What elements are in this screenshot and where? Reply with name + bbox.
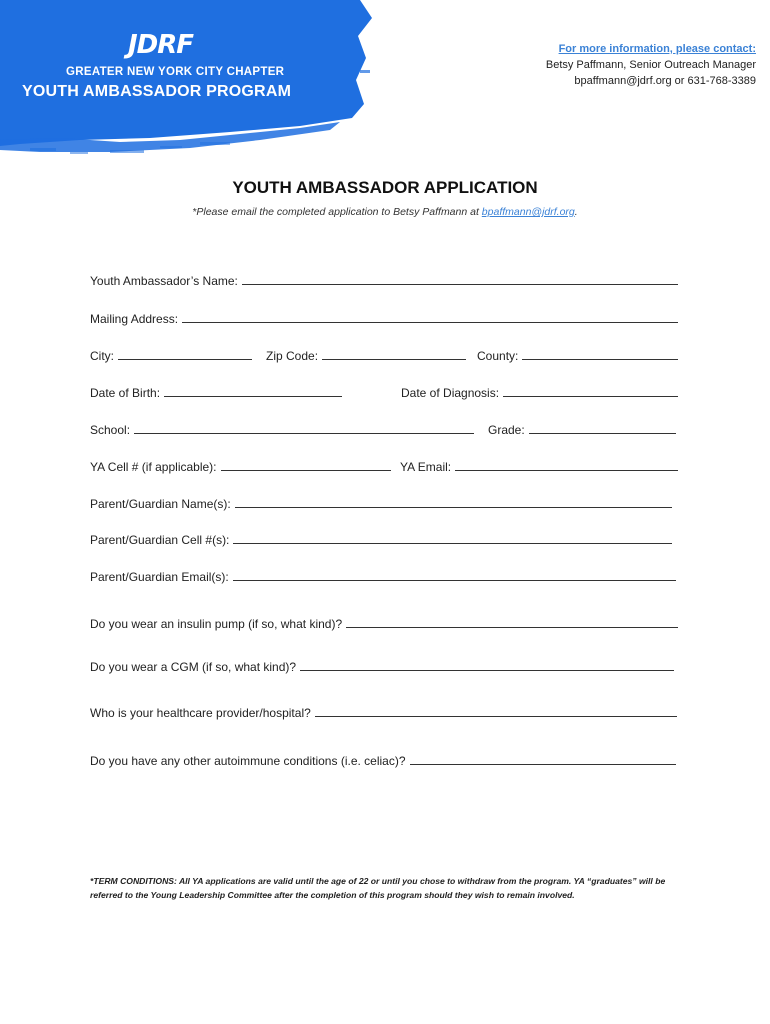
page-title: YOUTH AMBASSADOR APPLICATION <box>232 178 538 197</box>
healthcare-line[interactable] <box>315 704 677 717</box>
ya-cell-line[interactable] <box>221 458 391 471</box>
guardian-email-label: Parent/Guardian Email(s): <box>90 570 229 584</box>
contact-heading: For more information, please contact: <box>558 43 756 55</box>
guardian-cell-label: Parent/Guardian Cell #(s): <box>90 533 230 547</box>
row-guardian-email <box>90 566 678 584</box>
guardian-names-line[interactable] <box>235 495 672 508</box>
subtitle-suffix: . <box>574 206 578 218</box>
city-line[interactable] <box>118 347 252 360</box>
school-label: School: <box>90 423 131 437</box>
guardian-email-field[interactable] <box>90 566 676 584</box>
zip-line[interactable] <box>322 347 466 360</box>
county-label: County: <box>477 349 519 363</box>
diagnosis-date-field[interactable] <box>401 382 678 400</box>
ya-email-label: YA Email: <box>400 460 452 474</box>
program-name: YOUTH AMBASSADOR PROGRAM <box>22 83 292 100</box>
ya-cell-label: YA Cell # (if applicable): <box>90 460 217 474</box>
contact-name: Betsy Paffmann, Senior Outreach Manager <box>545 59 756 71</box>
ya-name-label: Youth Ambassador’s Name: <box>90 274 238 288</box>
row-ya-contact <box>90 456 678 474</box>
guardian-cell-line[interactable] <box>233 531 672 544</box>
guardian-names-field[interactable] <box>90 493 672 511</box>
subtitle-text: *Please email the completed application to Betsy Paffmann at <box>192 206 482 218</box>
contact-email-phone: bpaffmann@jdrf.org or 631-768-3389 <box>574 75 756 87</box>
term-conditions: *TERM CONDITIONS: All YA applications are valid until the age of 22 or until you chose to withdraw from the program. YA “graduates” will be referred to the Young Leadership Committee after the completion of this program should they wish to remain involved. <box>90 876 666 900</box>
row-mailing-address <box>90 308 678 326</box>
diagnosis-date-line[interactable] <box>503 384 678 397</box>
insulin-pump-field[interactable] <box>90 613 678 631</box>
page-subtitle <box>0 206 770 218</box>
row-dates <box>90 382 678 400</box>
mailing-address-line[interactable] <box>182 310 678 323</box>
ya-cell-field[interactable] <box>90 456 391 474</box>
subtitle-email-link[interactable]: bpaffmann@jdrf.org <box>481 206 575 218</box>
healthcare-field[interactable] <box>90 702 677 720</box>
autoimmune-field[interactable] <box>90 750 676 768</box>
row-cgm <box>90 656 678 674</box>
dob-label: Date of Birth: <box>90 386 161 400</box>
autoimmune-label: Do you have any other autoimmune conditions (i.e. celiac)? <box>90 754 406 768</box>
row-guardian-names <box>90 493 678 511</box>
diagnosis-date-label: Date of Diagnosis: <box>401 386 500 400</box>
row-ya-name <box>90 270 678 288</box>
autoimmune-line[interactable] <box>410 752 676 765</box>
city-field[interactable] <box>90 345 252 363</box>
county-field[interactable] <box>477 345 678 363</box>
insulin-pump-line[interactable] <box>346 615 678 628</box>
city-label: City: <box>90 349 114 363</box>
row-school <box>90 419 678 437</box>
dob-line[interactable] <box>164 384 342 397</box>
jdrf-logo: JDRF <box>128 30 194 60</box>
county-line[interactable] <box>522 347 678 360</box>
ya-name-line[interactable] <box>242 272 678 285</box>
insulin-pump-label: Do you wear an insulin pump (if so, what kind)? <box>90 617 343 631</box>
zip-field[interactable] <box>266 345 466 363</box>
grade-line[interactable] <box>529 421 676 434</box>
row-healthcare <box>90 702 678 720</box>
guardian-cell-field[interactable] <box>90 529 672 547</box>
cgm-label: Do you wear a CGM (if so, what kind)? <box>90 660 297 674</box>
row-location <box>90 345 678 363</box>
grade-field[interactable] <box>488 419 676 437</box>
chapter-name: GREATER NEW YORK CITY CHAPTER <box>66 66 285 78</box>
zip-label: Zip Code: <box>266 349 319 363</box>
mailing-address-label: Mailing Address: <box>90 312 179 326</box>
guardian-names-label: Parent/Guardian Name(s): <box>90 497 231 511</box>
school-line[interactable] <box>134 421 474 434</box>
school-field[interactable] <box>90 419 474 437</box>
ya-name-field[interactable] <box>90 270 678 288</box>
mailing-address-field[interactable] <box>90 308 678 326</box>
dob-field[interactable] <box>90 382 342 400</box>
row-guardian-cell <box>90 529 678 547</box>
cgm-line[interactable] <box>300 658 674 671</box>
cgm-field[interactable] <box>90 656 674 674</box>
healthcare-label: Who is your healthcare provider/hospital? <box>90 706 311 720</box>
ya-email-line[interactable] <box>455 458 678 471</box>
grade-label: Grade: <box>488 423 525 437</box>
contact-block <box>546 41 756 89</box>
row-insulin-pump <box>90 613 678 631</box>
row-autoimmune <box>90 750 678 768</box>
guardian-email-line[interactable] <box>233 568 676 581</box>
ya-email-field[interactable] <box>400 456 678 474</box>
header-banner <box>0 0 380 165</box>
